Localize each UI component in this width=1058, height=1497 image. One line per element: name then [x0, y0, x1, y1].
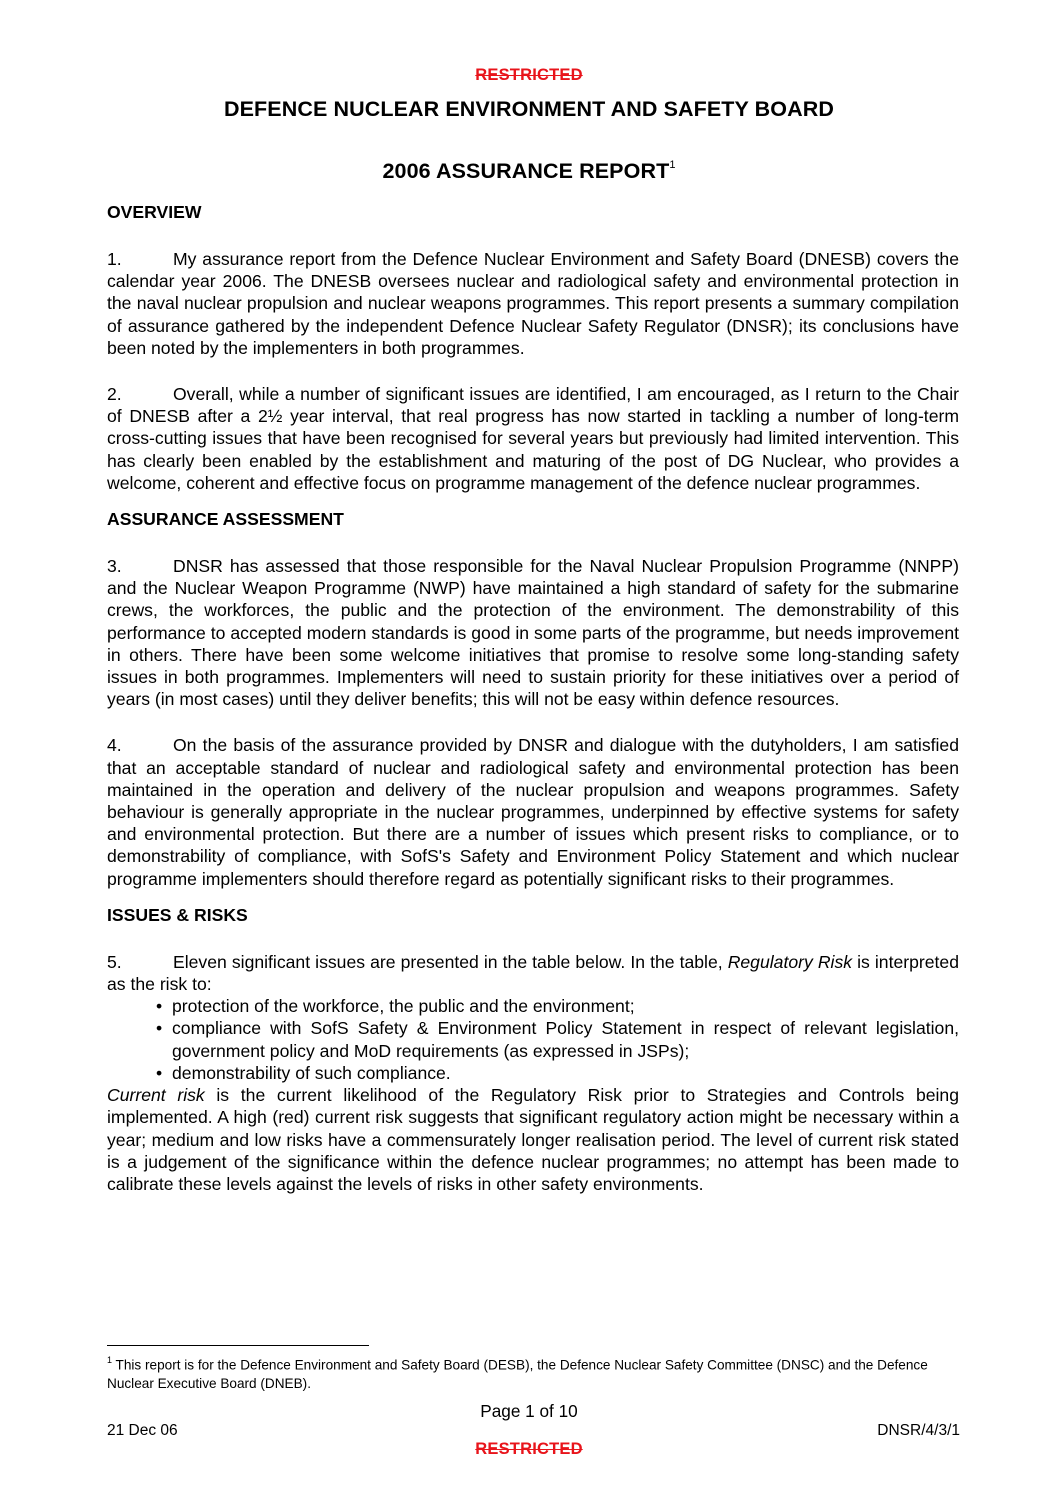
- footnote: [107, 1352, 967, 1393]
- paragraph-text: My assurance report from the Defence Nuclear Environment and Safety Board (DNESB) covers the calendar year 2006. The DNESB oversees nuclear and radiological safety and environmental protection in the naval nuclear propulsion and nuclear weapons programmes. This report presents a summary compilation of assurance gathered by the independent Defence Nuclear Safety Regulator (DNSR); its conclusions have been noted by the implementers in both programmes.: [107, 249, 959, 358]
- list-item-text: compliance with SofS Safety & Environment Policy Statement in respect of relevant legislation, government policy and MoD requirements (as expressed in JSPs);: [172, 1018, 959, 1061]
- paragraph-5-continued: [107, 1084, 959, 1195]
- paragraph-text: Overall, while a number of significant issues are identified, I am encouraged, as I return to the Chair of DNESB after a 2½ year interval, that real progress has now started in tackling a number of long-term cross-cutting issues that have been recognised for several years but previously had limited intervention. This has clearly been enabled by the establishment and maturing of the post of DG Nuclear, who provides a welcome, coherent and effective focus on programme management of the defence nuclear programmes.: [107, 384, 959, 493]
- paragraph-number: 2.: [107, 384, 122, 405]
- document-body: [107, 201, 959, 1195]
- bullet-icon: •: [156, 1062, 163, 1083]
- page-number: Page 1 of 10: [480, 1401, 578, 1421]
- list-item: [156, 1062, 959, 1084]
- footnote-text: This report is for the Defence Environment and Safety Board (DESB), the Defence Nuclear Safety Committee (DNSC) and the Defence Nuclear Executive Board (DNEB).: [107, 1357, 928, 1391]
- paragraph-3: [107, 555, 959, 710]
- subtitle-text: 2006 ASSURANCE REPORT: [382, 159, 670, 184]
- security-marking-top: RESTRICTED: [475, 66, 583, 84]
- section-heading-overview: OVERVIEW: [107, 202, 202, 222]
- paragraph-number: 4.: [107, 735, 122, 756]
- section-heading-issues: ISSUES & RISKS: [107, 904, 248, 925]
- footnote-marker: 1: [669, 159, 676, 171]
- footnote-divider: [107, 1345, 369, 1346]
- document-subtitle: [0, 156, 1058, 182]
- risk-bullet-list: [107, 995, 959, 1084]
- paragraph-text: Eleven significant issues are presented in the table below. In the table,: [173, 951, 728, 972]
- footer-reference: DNSR/4/3/1: [877, 1422, 960, 1439]
- paragraph-text: DNSR has assessed that those responsible for the Naval Nuclear Propulsion Programme (NNPP) and the Nuclear Weapon Programme (NWP) have maintained a high standard of safety for the submarine crews, the workforces, the public and the protection of the environment. The demonstrability of this performance to accepted modern standards is good in some parts of the programme, but needs improvement in others. There have been some welcome initiatives that promise to resolve some long-standing safety issues in both programmes. Implementers will need to sustain priority for these initiatives over a period of years (in most cases) until they deliver benefits; this will not be easy within defence resources.: [107, 556, 959, 710]
- paragraph-number: 3.: [107, 556, 122, 577]
- paragraph-number: 1.: [107, 249, 122, 269]
- security-marking-bottom: RESTRICTED: [475, 1440, 583, 1458]
- paragraph-2: [107, 383, 959, 494]
- section-heading-assurance: ASSURANCE ASSESSMENT: [107, 509, 344, 530]
- paragraph-1: [107, 248, 959, 359]
- paragraph-text: is interpreted as the risk to:: [107, 951, 959, 995]
- paragraph-number: 5.: [107, 951, 122, 972]
- list-item-text: demonstrability of such compliance.: [172, 1062, 451, 1083]
- footnote-number: 1: [107, 1355, 113, 1365]
- emphasis-term: Current risk: [107, 1085, 205, 1106]
- paragraph-text: On the basis of the assurance provided by DNSR and dialogue with the dutyholders, I am satisfied that an acceptable standard of nuclear and radiological safety and environmental protection has been maintained in the operation and delivery of the nuclear propulsion and weapons programmes. Safety behaviour is generally appropriate in the nuclear programmes, underpinned by effective systems for safety and environmental protection. But there are a number of issues which present risks to compliance, or to demonstrability of compliance, with SofS's Safety and Environment Policy Statement and which nuclear programme implementers should therefore regard as potentially significant risks to their programmes.: [107, 735, 959, 889]
- bullet-icon: •: [156, 996, 163, 1017]
- list-item-text: protection of the workforce, the public and the environment;: [172, 996, 635, 1017]
- document-title: DEFENCE NUCLEAR ENVIRONMENT AND SAFETY BOARD: [223, 97, 834, 121]
- bullet-icon: •: [156, 1018, 163, 1039]
- emphasis-term: Regulatory Risk: [727, 951, 853, 972]
- paragraph-5: [107, 951, 959, 995]
- paragraph-text: is the current likelihood of the Regulatory Risk prior to Strategies and Controls being implemented. A high (red) current risk suggests that significant regulatory action might be necessary within a year; medium and low risks have a commensurately longer realisation period. The level of current risk stated is a judgement of the significance within the defence nuclear programmes; no attempt has been made to calibrate these levels against the levels of risks in other safety environments.: [107, 1085, 959, 1194]
- footer-date: 21 Dec 06: [107, 1422, 178, 1439]
- paragraph-4: [107, 734, 959, 889]
- list-item: [156, 995, 959, 1017]
- list-item: [156, 1017, 959, 1061]
